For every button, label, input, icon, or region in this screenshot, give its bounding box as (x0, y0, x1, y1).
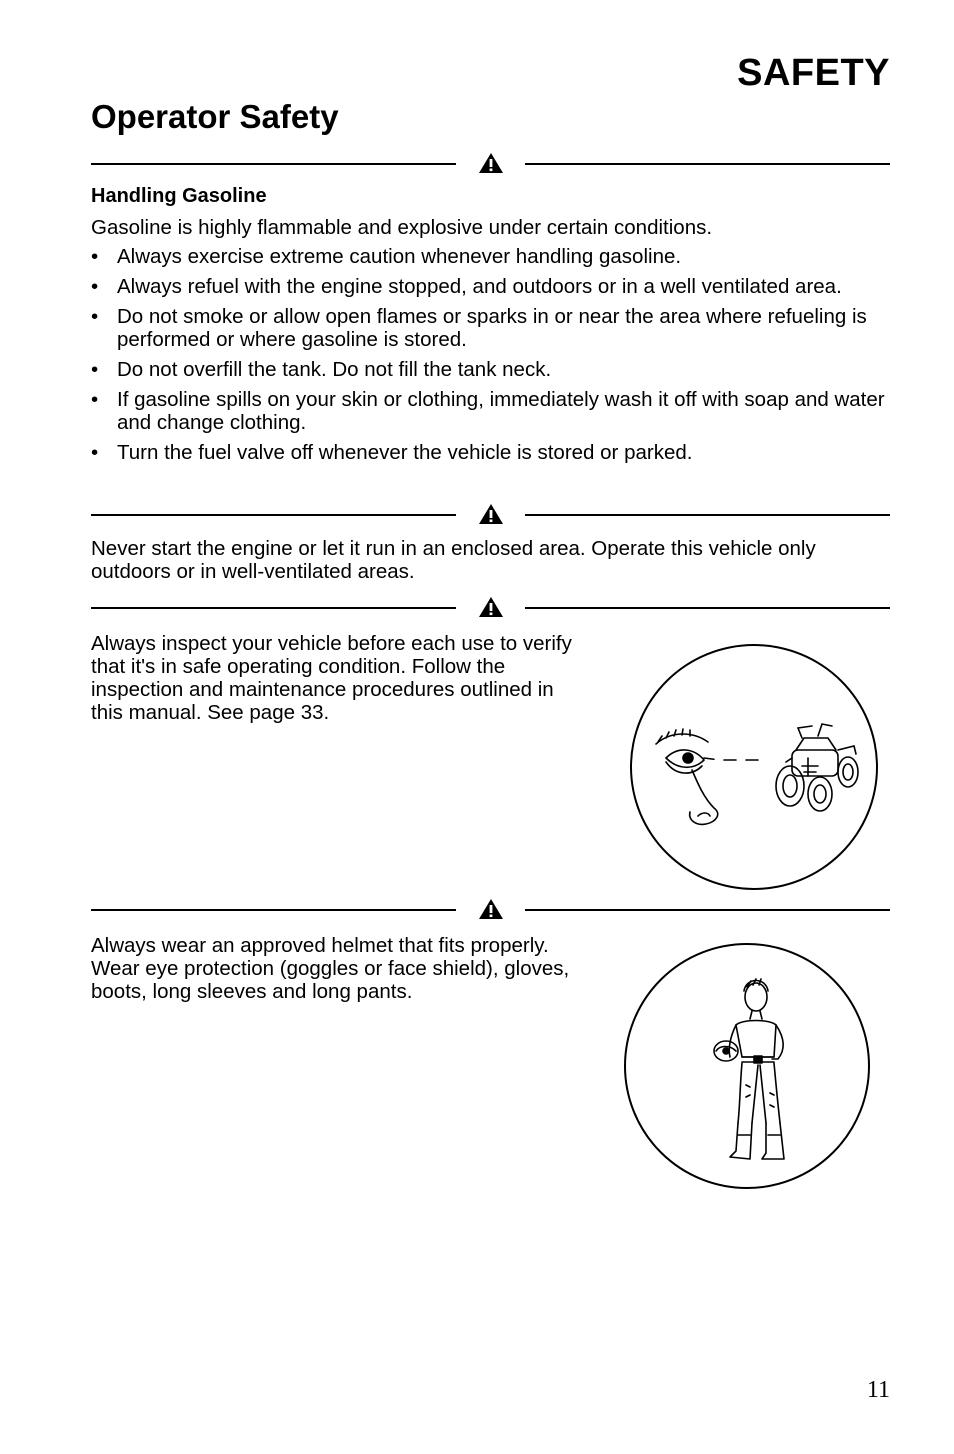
divider-line (525, 909, 890, 911)
warning-divider (91, 596, 890, 620)
gasoline-intro: Gasoline is highly flammable and explosive under certain conditions. (91, 216, 713, 239)
section-title: Operator Safety (91, 98, 339, 135)
page-number: 11 (866, 1377, 890, 1403)
divider-line (91, 163, 456, 165)
inspection-warning: Always inspect your vehicle before each use to verify that it's in safe operating condition. Follow the inspection and maintenance procedures outlined in this manual. See page 33. (91, 632, 572, 724)
list-item: • If gasoline spills on your skin or clothing, immediately wash it off with soap and water and change clothing. (91, 388, 891, 434)
warning-divider (91, 503, 890, 527)
warning-triangle-icon (478, 596, 504, 618)
inspection-drawing (632, 646, 876, 888)
warning-divider (91, 152, 890, 176)
list-item: • Do not overfill the tank. Do not fill the tank neck. (91, 358, 891, 381)
warning-divider (91, 898, 890, 922)
gasoline-bullet-list (91, 245, 891, 471)
list-item: • Always exercise extreme caution whenever handling gasoline. (91, 245, 891, 268)
divider-line (525, 514, 890, 516)
eye-inspecting-atv-illustration (630, 644, 878, 890)
list-item: • Always refuel with the engine stopped, and outdoors or in a well ventilated area. (91, 275, 891, 298)
divider-line (525, 607, 890, 609)
warning-triangle-icon (478, 152, 504, 174)
rider-with-protective-gear-illustration (624, 943, 870, 1189)
subheading-handling-gasoline: Handling Gasoline (91, 185, 267, 207)
warning-triangle-icon (478, 503, 504, 525)
enclosed-area-warning: Never start the engine or let it run in an enclosed area. Operate this vehicle only outdoors or in well-ventilated areas. (91, 537, 816, 583)
chapter-title: SAFETY (737, 52, 890, 94)
divider-line (91, 514, 456, 516)
divider-line (525, 163, 890, 165)
list-item: • Turn the fuel valve off whenever the vehicle is stored or parked. (91, 441, 891, 464)
list-item: • Do not smoke or allow open flames or sparks in or near the area where refueling is performed or where gasoline is stored. (91, 305, 891, 351)
divider-line (91, 909, 456, 911)
protective-gear-warning: Always wear an approved helmet that fits properly. Wear eye protection (goggles or face shield), gloves, boots, long sleeves and long pants. (91, 934, 570, 1003)
rider-drawing (626, 945, 868, 1187)
divider-line (91, 607, 456, 609)
warning-triangle-icon (478, 898, 504, 920)
